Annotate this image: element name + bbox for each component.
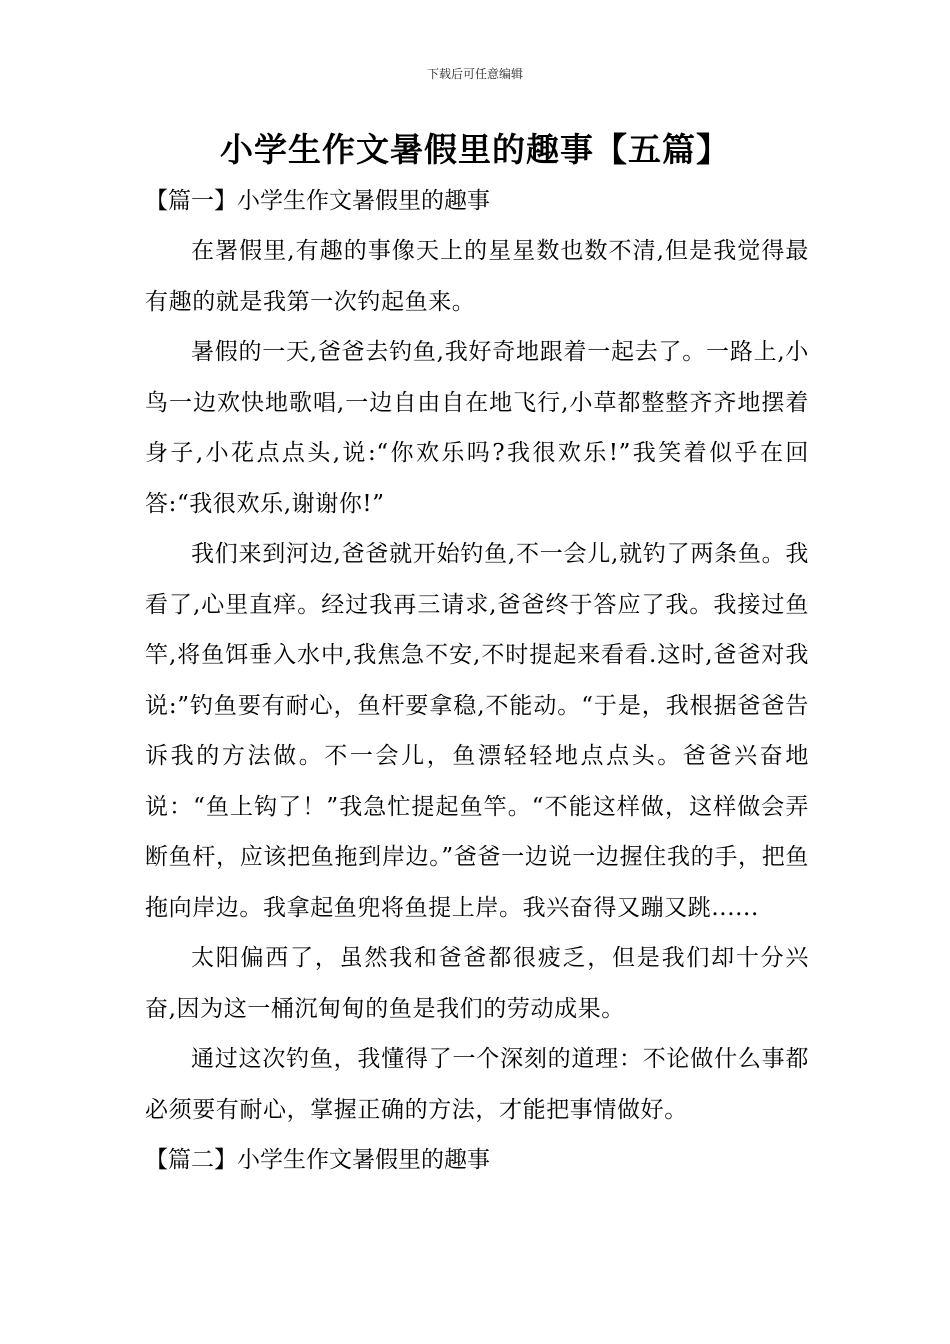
paragraph: 太阳偏西了，虽然我和爸爸都很疲乏，但是我们却十分兴奋,因为这一桶沉甸甸的鱼是我们的劳动成果。	[145, 945, 809, 1022]
section-heading-1: 【篇一】小学生作文暑假里的趣事	[145, 188, 490, 214]
document-title: 小学生作文暑假里的趣事【五篇】	[220, 130, 730, 169]
paragraph: 通过这次钓鱼，我懂得了一个深刻的道理：不论做什么事都必须要有耐心，掌握正确的方法，才能把事情做好。	[145, 1046, 809, 1123]
section-heading-2: 【篇二】小学生作文暑假里的趣事	[145, 1147, 490, 1173]
paragraph: 我们来到河边,爸爸就开始钓鱼,不一会儿,就钓了两条鱼。我看了,心里直痒。经过我再三请求,爸爸终于答应了我。我接过鱼竿,将鱼饵垂入水中,我焦急不安,不时提起来看看.这时,爸爸对我说:”钓鱼要有耐心，鱼杆要拿稳,不能动。“于是，我根据爸爸告诉我的方法做。不一会儿，鱼漂轻轻地点点头。爸爸兴奋地说：“鱼上钩了！”我急忙提起鱼竿。“不能这样做，这样做会弄断鱼杆，应该把鱼拖到岸边。”爸爸一边说一边握住我的手，把鱼拖向岸边。我拿起鱼兜将鱼提上岸。我兴奋得又蹦又跳......	[145, 541, 809, 921]
document-body	[145, 176, 809, 1185]
paragraph: 暑假的一天,爸爸去钓鱼,我好奇地跟着一起去了。一路上,小鸟一边欢快地歌唱,一边自由自在地飞行,小草都整整齐齐地摆着身子,小花点点头,说:“你欢乐吗?我很欢乐!”我笑着似乎在回答:“我很欢乐,谢谢你!”	[145, 339, 809, 517]
paragraph: 在署假里,有趣的事像天上的星星数也数不清,但是我觉得最有趣的就是我第一次钓起鱼来。	[145, 238, 809, 315]
header-note: 下载后可任意编辑	[426, 67, 523, 81]
